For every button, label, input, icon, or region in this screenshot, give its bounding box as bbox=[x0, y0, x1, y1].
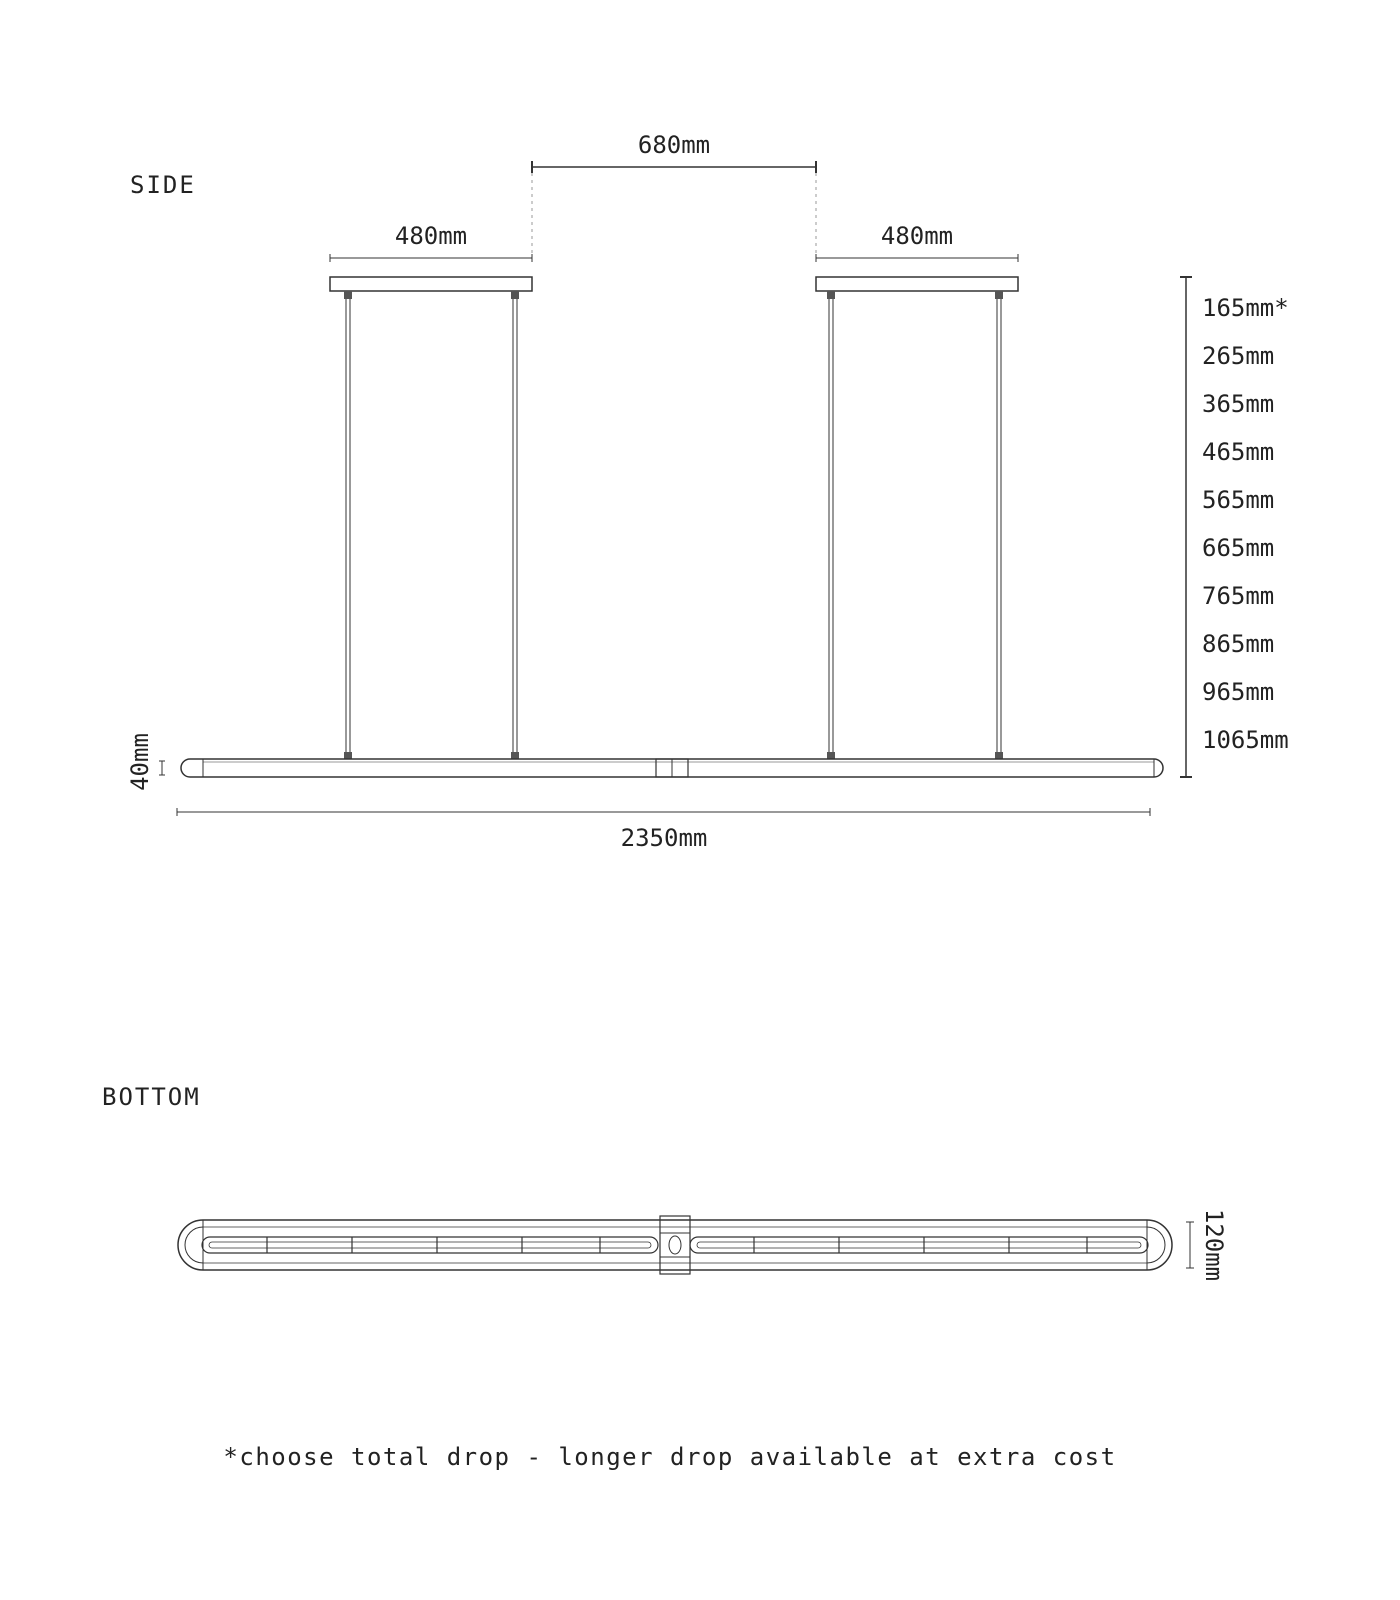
bar-width-dimension bbox=[1186, 1209, 1228, 1281]
rod-4-top-connector bbox=[995, 291, 1003, 299]
canopy-right-width-dimension bbox=[816, 222, 1018, 262]
light-bar-side bbox=[181, 759, 1163, 777]
segment-ticks bbox=[267, 1237, 1087, 1253]
rod-2-top-connector bbox=[511, 291, 519, 299]
canopy-left-width-dimension bbox=[330, 222, 532, 262]
overall-length-dimension bbox=[177, 808, 1150, 852]
overall-length-label: 2350mm bbox=[620, 824, 708, 852]
suspension-rods bbox=[344, 291, 1003, 759]
drop-option: 365mm bbox=[1202, 390, 1275, 418]
side-view bbox=[126, 131, 1289, 852]
footnote: *choose total drop - longer drop available at extra cost bbox=[223, 1443, 1117, 1471]
bar-height-dimension bbox=[126, 733, 165, 791]
rod-1-top-connector bbox=[344, 291, 352, 299]
bar-width-label: 120mm bbox=[1200, 1208, 1228, 1282]
rod-2 bbox=[513, 291, 517, 759]
drop-option: 465mm bbox=[1202, 438, 1275, 466]
rod-1-bottom-connector bbox=[344, 752, 352, 759]
canopy-right bbox=[816, 277, 1018, 291]
drop-dimension bbox=[1180, 277, 1192, 777]
bar-height-label: 40mm bbox=[126, 733, 154, 791]
rod-1 bbox=[346, 291, 350, 759]
drop-option: 165mm* bbox=[1202, 294, 1289, 322]
drop-option: 565mm bbox=[1202, 486, 1275, 514]
bottom-view bbox=[102, 1083, 1228, 1281]
bottom-view-label: BOTTOM bbox=[102, 1083, 201, 1111]
drop-option: 765mm bbox=[1202, 582, 1275, 610]
drop-option: 865mm bbox=[1202, 630, 1275, 658]
drop-option: 965mm bbox=[1202, 678, 1275, 706]
drop-options-list bbox=[1202, 294, 1289, 754]
light-bar-bottom bbox=[178, 1216, 1172, 1274]
drop-option: 265mm bbox=[1202, 342, 1275, 370]
drop-option: 665mm bbox=[1202, 534, 1275, 562]
rod-3-top-connector bbox=[827, 291, 835, 299]
rod-2-bottom-connector bbox=[511, 752, 519, 759]
rod-4-bottom-connector bbox=[995, 752, 1003, 759]
diffuser-right bbox=[690, 1237, 1148, 1253]
drop-option: 1065mm bbox=[1202, 726, 1289, 754]
canopy-left-width-label: 480mm bbox=[394, 222, 468, 250]
side-view-label: SIDE bbox=[130, 171, 196, 199]
diffuser-left bbox=[202, 1237, 658, 1253]
rod-4 bbox=[997, 291, 1001, 759]
center-joint-bottom bbox=[660, 1216, 690, 1274]
rod-3 bbox=[829, 291, 833, 759]
canopy-left bbox=[330, 277, 532, 291]
canopy-spacing-dimension bbox=[532, 131, 816, 262]
canopy-right-width-label: 480mm bbox=[880, 222, 954, 250]
rod-3-bottom-connector bbox=[827, 752, 835, 759]
canopy-spacing-label: 680mm bbox=[637, 131, 711, 159]
